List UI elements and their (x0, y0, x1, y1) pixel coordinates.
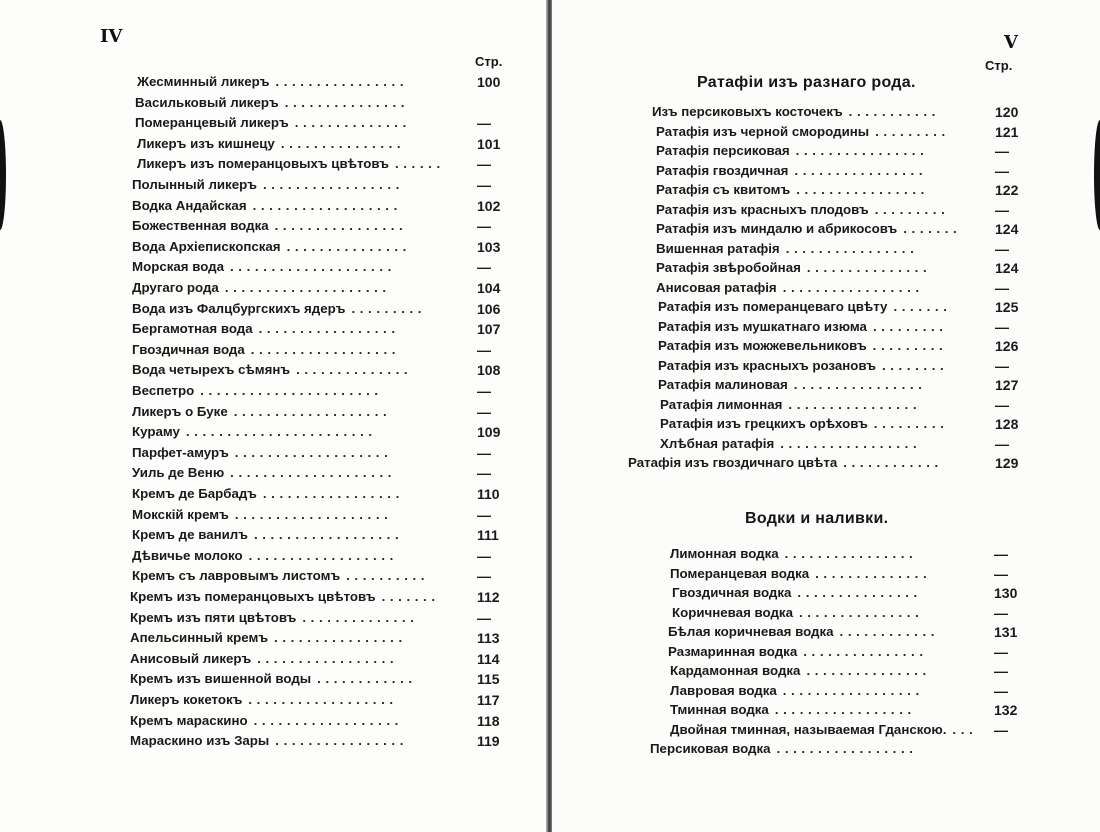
toc-entry-page: 131 (994, 624, 1018, 640)
toc-entry (552, 663, 1008, 683)
toc-entry-title: Гвоздичная водка (672, 585, 792, 600)
toc-entry (552, 435, 1009, 456)
toc-entry-title: Ратафія гвоздичная (656, 162, 789, 178)
toc-entry (552, 546, 1008, 566)
dot-leader: ....................... (185, 424, 377, 440)
toc-entry-title: Ратафія съ квитомъ (656, 182, 791, 197)
dot-leader: ............... (806, 260, 932, 275)
toc-entry-title: Кремъ де Барбадъ (132, 486, 257, 501)
dot-leader: ................. (774, 702, 916, 717)
toc-entry-page: — (995, 318, 1009, 335)
toc-entry (552, 104, 1019, 124)
toc-entry-page: — (477, 465, 491, 482)
page-folio-left: IV (100, 26, 123, 47)
dot-leader: ......... (872, 338, 948, 353)
dot-leader: ................... (234, 444, 393, 460)
toc-entry-page: — (477, 383, 491, 399)
toc-entry-title: Бѣлая коричневая водка (668, 624, 834, 639)
toc-entry-title: Кремъ съ лавровымъ листомъ (132, 568, 341, 584)
dot-leader: ................ (274, 218, 408, 234)
toc-entry-title: Ратафія персиковая (656, 143, 790, 158)
toc-entry-page: 132 (994, 702, 1018, 718)
toc-entry-title: Ратафія изъ красныхъ плодовъ (656, 201, 869, 217)
toc-entry-title: Веспетро (132, 383, 195, 398)
toc-entry-title: Персиковая водка (650, 741, 771, 756)
toc-entry (0, 115, 491, 135)
toc-entry (0, 259, 491, 279)
toc-entry-page: 130 (994, 585, 1018, 601)
toc-entry-title: Хлѣбная ратафія (660, 435, 775, 451)
dot-leader: ............... (280, 135, 406, 151)
dot-leader: ................ (785, 240, 919, 256)
toc-entry (0, 486, 500, 506)
dot-leader: ................ (784, 546, 918, 561)
dot-leader: .................. (253, 527, 404, 543)
toc-entry-page: — (995, 357, 1009, 374)
toc-entry-page: — (994, 682, 1008, 699)
toc-entry-page: 103 (477, 238, 501, 255)
dot-leader: .................. (248, 547, 398, 563)
toc-entry-title: Дѣвичье молоко (132, 547, 243, 563)
toc-entry-title: Ратафія изъ можжевельниковъ (658, 338, 867, 353)
dot-leader: ................. (258, 321, 400, 337)
toc-entry-page: 117 (477, 692, 500, 708)
toc-entry-title: Ликеръ изъ кишнецу (137, 135, 275, 151)
dot-leader: ............... (797, 585, 922, 600)
toc-entry-page: — (477, 341, 491, 358)
toc-entry (0, 712, 500, 733)
dot-leader: .............. (302, 609, 419, 625)
dot-leader: ............ (317, 671, 417, 687)
binding-shadow (1094, 120, 1100, 230)
toc-entry (552, 377, 1019, 397)
toc-entry-title: Ратафія изъ померанцеваго цвѣту (658, 299, 888, 314)
toc-entry-title: Жесминный ликеръ (137, 74, 270, 89)
dot-leader: ................. (257, 650, 399, 666)
toc-entry (0, 403, 491, 424)
toc-entry-title: Другаго рода (132, 280, 219, 295)
toc-entry (0, 383, 491, 403)
toc-entry-title: Ратафія малиновая (658, 377, 788, 392)
toc-entry-title: Кремъ де ванилъ (132, 527, 248, 543)
right-page (552, 0, 1100, 832)
toc-entry-page: — (994, 643, 1008, 660)
toc-entry (552, 416, 1019, 436)
toc-entry (0, 341, 491, 362)
dot-leader: ....... (903, 221, 962, 236)
toc-entry-page: 100 (477, 74, 501, 90)
toc-entry (0, 197, 501, 218)
toc-entry-page: 122 (995, 182, 1019, 198)
dot-leader: ................ (793, 377, 927, 392)
toc-entry-page: — (995, 143, 1009, 159)
toc-entry-title: Кремъ изъ вишенной воды (130, 671, 312, 687)
toc-entry (552, 162, 1009, 183)
dot-leader: ................. (780, 435, 922, 451)
toc-entry-page: — (995, 435, 1009, 452)
toc-entry-page: 114 (477, 650, 500, 667)
toc-entry-title: Лавровая водка (670, 682, 777, 698)
toc-entry-page: — (477, 506, 491, 523)
toc-entry (0, 135, 501, 156)
dot-leader: ............... (284, 94, 410, 110)
dot-leader: .............. (296, 362, 413, 378)
toc-entry-page: — (995, 162, 1009, 179)
toc-entry-title: Вода четырехъ сѣмянъ (132, 362, 291, 378)
toc-entry (0, 589, 500, 609)
toc-entry-page: — (477, 444, 491, 461)
dot-leader: ............... (286, 238, 411, 254)
dot-leader: .......... (346, 568, 430, 584)
toc-entry-page: — (477, 403, 491, 420)
toc-entry-page: — (477, 609, 491, 626)
toc-entry-title: Ратафія изъ черной смородины (656, 123, 870, 139)
dot-leader: ................ (275, 74, 409, 89)
toc-entry (552, 396, 1009, 417)
dot-leader: ........... (848, 104, 940, 119)
toc-entry-title: Ратафія изъ миндалю и абрикосовъ (656, 221, 898, 236)
toc-entry (0, 671, 500, 691)
toc-entry (0, 321, 501, 341)
toc-entry (0, 300, 501, 321)
toc-entry (552, 624, 1018, 644)
dot-leader: ......... (875, 123, 950, 139)
toc-entry (0, 238, 501, 259)
toc-entry (552, 123, 1019, 144)
toc-entry-page: — (994, 663, 1008, 679)
toc-entry-title: Ратафія звѣробойная (656, 260, 801, 275)
toc-entry-title: Божественная водка (132, 218, 269, 234)
toc-entry-title: Вишенная ратафія (656, 240, 780, 256)
dot-leader: .................. (250, 341, 401, 357)
toc-entry-page: — (477, 568, 491, 585)
toc-entry-page: — (994, 546, 1008, 562)
dot-leader: .................. (248, 692, 398, 707)
toc-entry-page: 129 (995, 455, 1019, 471)
left-page (0, 0, 548, 832)
toc-entry-page: 101 (477, 135, 501, 152)
toc-entry (552, 585, 1018, 605)
toc-entry-page: — (995, 279, 1009, 296)
dot-leader: ......... (874, 201, 950, 217)
toc-entry (552, 279, 1009, 300)
toc-entry-page: 108 (477, 362, 501, 379)
dot-leader: .............. (815, 565, 932, 581)
toc-entry-page: — (995, 396, 1009, 413)
page-folio-right: V (1004, 32, 1018, 53)
toc-entry-page: — (477, 259, 491, 276)
toc-entry (0, 177, 491, 197)
toc-entry-title: Кремъ изъ пяти цвѣтовъ (130, 609, 297, 625)
toc-entry-title: Морская вода (132, 259, 225, 275)
toc-entry-title: Парфет-амуръ (132, 444, 229, 460)
dot-leader: ................. (262, 486, 404, 501)
toc-entry-page: 125 (995, 299, 1019, 315)
dot-leader: ................ (795, 143, 929, 158)
dot-leader: ................ (788, 396, 922, 412)
toc-entry-title: Изъ персиковыхъ косточекъ (652, 104, 843, 119)
toc-entry (0, 74, 501, 94)
toc-entry (552, 565, 1008, 586)
toc-entry-title: Ратафія лимонная (660, 396, 783, 412)
toc-entry (0, 650, 500, 671)
toc-entry (552, 604, 1008, 625)
toc-entry (552, 682, 1008, 703)
toc-entry-title: Уиль де Веню (132, 465, 225, 481)
dot-leader: .................... (230, 259, 396, 275)
dot-leader: ...................... (200, 383, 383, 398)
toc-entry (552, 221, 1019, 241)
toc-entry (552, 741, 918, 761)
toc-entry-title: Тминная водка (670, 702, 769, 717)
dot-leader: ......... (351, 300, 427, 316)
toc-entry-title: Кремъ изъ померанцовыхъ цвѣтовъ (130, 589, 376, 604)
toc-entry-page: 104 (477, 280, 501, 296)
toc-entry-title: Вода Архіепископская (132, 238, 281, 254)
toc-entry-page: 102 (477, 197, 501, 214)
toc-entry (0, 547, 491, 568)
toc-entry-page: 113 (477, 630, 500, 647)
toc-entry-title: Размаринная водка (668, 643, 798, 659)
toc-entry-page: — (994, 565, 1008, 582)
dot-leader: ................ (796, 182, 929, 197)
toc-entry-title: Коричневая водка (672, 604, 793, 620)
dot-leader: ............... (798, 604, 924, 620)
toc-entry-page: 118 (477, 712, 500, 729)
toc-entry (0, 465, 491, 485)
toc-entry (552, 201, 1009, 222)
toc-entry-title: Кураму (132, 424, 180, 440)
toc-entry-title: Водка Андайская (132, 197, 247, 213)
toc-entry-title: Ликеръ изъ померанцовыхъ цвѣтовъ (137, 156, 389, 172)
toc-entry-title: Ратафія изъ мушкатнаго изюма (658, 318, 867, 334)
toc-entry-page: 128 (995, 416, 1019, 432)
toc-entry-page: — (994, 721, 1008, 738)
dot-leader: ................ (274, 630, 407, 646)
toc-entry-title: Гвоздичная вода (132, 341, 245, 357)
toc-entry-page: — (994, 604, 1008, 621)
toc-entry-title: Кардамонная водка (670, 663, 801, 678)
toc-entry (552, 182, 1019, 202)
toc-entry-title: Ратафія изъ красныхъ розановъ (658, 357, 876, 373)
dot-leader: ....... (381, 589, 440, 604)
column-head-right: Стр. (985, 58, 1013, 73)
toc-entry-page: 119 (477, 733, 500, 750)
toc-entry-title: Кремъ мараскино (130, 712, 248, 728)
toc-entry (0, 156, 491, 176)
toc-entry-page: 127 (995, 377, 1019, 393)
toc-entry-page: 112 (477, 589, 500, 605)
toc-entry-title: Ликеръ о Буке (132, 403, 228, 419)
section-title-vodki: Водки и наливки. (745, 510, 889, 527)
dot-leader: .................... (224, 280, 391, 295)
toc-entry-page: — (477, 115, 491, 132)
toc-entry (0, 95, 409, 115)
toc-entry-page: — (995, 201, 1009, 218)
toc-entry (0, 692, 500, 712)
toc-entry-page: 115 (477, 671, 500, 688)
toc-entry (552, 702, 1018, 722)
toc-entry-page: 109 (477, 424, 501, 441)
dot-leader: .................... (230, 465, 397, 481)
dot-leader: ................. (262, 177, 404, 192)
toc-entry-title: Ратафія изъ гвоздичнаго цвѣта (628, 455, 838, 470)
toc-entry-page: 121 (995, 123, 1019, 140)
toc-entry (552, 260, 1019, 280)
toc-entry (552, 318, 1009, 339)
dot-leader: ... (952, 721, 978, 737)
toc-entry-title: Мокскій кремъ (132, 506, 229, 522)
toc-entry-title: Мараскино изъ Зары (130, 733, 270, 749)
dot-leader: ............ (839, 624, 940, 639)
dot-leader: ......... (873, 416, 949, 431)
toc-entry (552, 721, 1008, 742)
toc-entry-page: 124 (995, 260, 1019, 276)
toc-entry-title: Ратафія изъ грецкихъ орѣховъ (660, 416, 868, 431)
dot-leader: .................. (253, 712, 403, 728)
dot-leader: ........ (881, 357, 949, 373)
toc-entry (0, 733, 500, 753)
toc-entry-title: Полынный ликеръ (132, 177, 257, 192)
toc-entry-title: Вода изъ Фалцбургскихъ ядеръ (132, 300, 346, 316)
dot-leader: ................ (794, 162, 928, 178)
toc-entry (0, 424, 501, 444)
toc-entry-title: Померанцевый ликеръ (135, 115, 289, 131)
dot-leader: .................. (252, 197, 402, 213)
toc-entry-title: Двойная тминная, называемая Гданскою. (670, 721, 947, 737)
toc-entry (0, 218, 491, 238)
toc-entry (552, 455, 1019, 475)
toc-entry (552, 299, 1019, 319)
toc-entry-title: Померанцевая водка (670, 565, 810, 581)
dot-leader: ......... (872, 318, 948, 334)
toc-entry (0, 630, 500, 650)
toc-entry-title: Анисовая ратафія (656, 279, 777, 295)
toc-entry (552, 240, 1009, 261)
toc-entry-page: 107 (477, 321, 501, 338)
dot-leader: ....... (893, 299, 952, 314)
toc-entry-page: 124 (995, 221, 1019, 237)
toc-entry-title: Апельсинный кремъ (130, 630, 269, 646)
dot-leader: ................... (234, 506, 393, 522)
toc-entry-title: Лимонная водка (670, 546, 779, 561)
toc-entry-page: 106 (477, 300, 501, 317)
toc-entry (0, 568, 491, 588)
column-head-left: Стр. (475, 54, 503, 69)
toc-entry (552, 643, 1008, 664)
toc-entry-page: — (995, 240, 1009, 257)
dot-leader: ................. (776, 741, 918, 756)
toc-entry (0, 362, 501, 382)
toc-entry-title: Анисовый ликеръ (130, 650, 252, 666)
dot-leader: ............... (806, 663, 931, 678)
toc-entry (0, 444, 491, 465)
toc-entry (0, 280, 501, 300)
toc-entry-page: 126 (995, 338, 1019, 354)
dot-leader: .............. (294, 115, 411, 131)
dot-leader: ................... (233, 403, 392, 419)
toc-entry (552, 338, 1019, 358)
toc-entry-page: — (477, 177, 491, 193)
section-title-ratafia: Ратафіи изъ разнаго рода. (697, 74, 916, 91)
toc-entry-page: — (477, 156, 491, 173)
toc-entry (0, 609, 491, 630)
dot-leader: ................. (782, 682, 924, 698)
toc-entry (0, 527, 499, 547)
dot-leader: ............... (803, 643, 928, 659)
toc-entry-title: Бергамотная вода (132, 321, 253, 337)
toc-entry-title: Васильковый ликеръ (135, 94, 279, 110)
dot-leader: ............ (843, 455, 943, 470)
toc-entry-page: — (477, 547, 491, 564)
toc-entry (552, 357, 1009, 378)
toc-entry (0, 506, 491, 527)
dot-leader: ................ (275, 733, 408, 749)
toc-entry-page: 110 (477, 486, 500, 502)
toc-entry (552, 143, 1009, 163)
toc-entry-page: 120 (995, 104, 1019, 120)
toc-entry-page: — (477, 218, 491, 235)
dot-leader: ...... (394, 156, 445, 172)
dot-leader: ................. (782, 279, 924, 295)
toc-entry-title: Ликеръ кокетокъ (130, 692, 243, 707)
toc-entry-page: 111 (477, 527, 499, 544)
